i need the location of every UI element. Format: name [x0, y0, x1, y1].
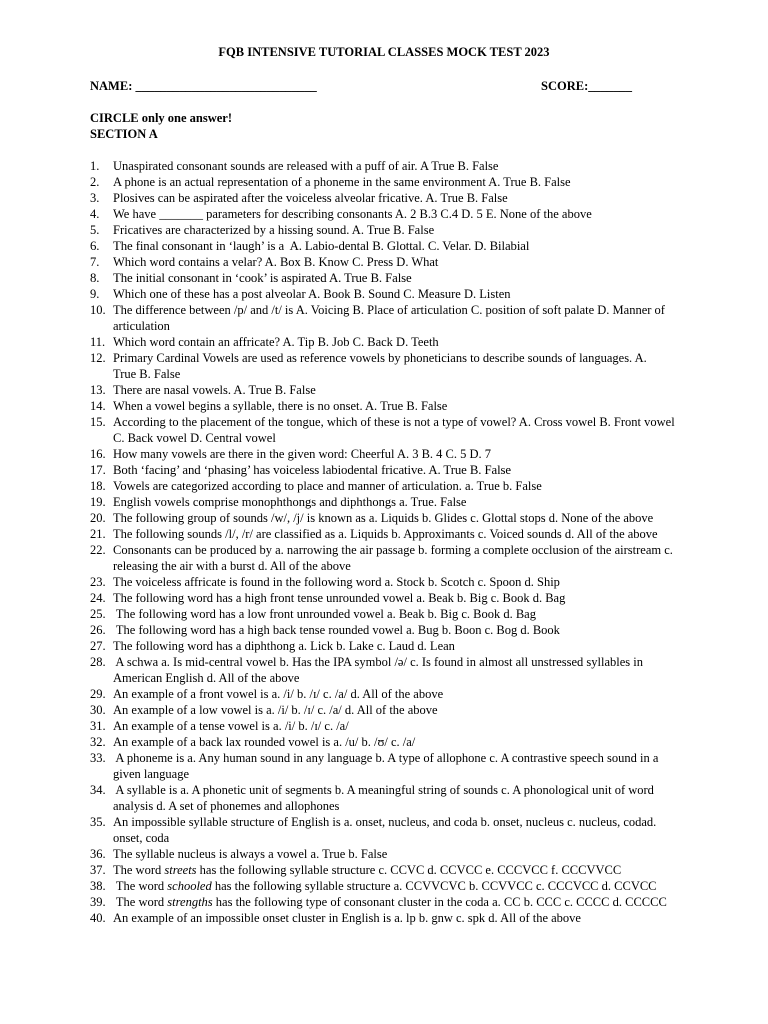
question-item	[90, 302, 700, 334]
question-number: 33.	[90, 751, 106, 765]
question-text	[113, 846, 700, 862]
question-line: Primary Cardinal Vowels are used as reference vowels by phoneticians to describe sounds of languages. A.	[113, 351, 647, 365]
question-line: The following word has a high back tense rounded vowel a. Bug b. Boon c. Bog d. Book	[113, 623, 560, 637]
question-text	[113, 494, 700, 510]
question-line: An example of a low vowel is a. /i/ b. /ɪ/ c. /a/ d. All of the above	[113, 703, 438, 717]
question-line: given language	[113, 767, 190, 781]
question-item	[90, 590, 700, 606]
question-item	[90, 622, 700, 638]
question-text	[113, 478, 700, 494]
question-number: 30.	[90, 703, 106, 717]
question-text	[113, 702, 700, 718]
question-text	[113, 254, 700, 270]
question-text	[113, 750, 700, 782]
question-number: 5.	[90, 223, 100, 237]
question-item	[90, 750, 700, 782]
question-number: 9.	[90, 287, 100, 301]
question-line: articulation	[113, 319, 170, 333]
question-number: 21.	[90, 527, 106, 541]
question-item	[90, 846, 700, 862]
question-line: A syllable is a. A phonetic unit of segments b. A meaningful string of sounds c. A phonological unit of word	[113, 783, 654, 797]
question-item	[90, 894, 700, 910]
question-number: 31.	[90, 719, 106, 733]
question-line: Consonants can be produced by a. narrowing the air passage b. forming a complete occlusion of the airstream c.	[113, 543, 673, 557]
question-text	[113, 606, 700, 622]
question-line: Unaspirated consonant sounds are released with a puff of air. A True B. False	[113, 159, 499, 173]
question-line: The difference between /p/ and /t/ is A. Voicing B. Place of articulation C. position of soft palate D. Manner of	[113, 303, 665, 317]
question-line: Which one of these has a post alveolar A. Book B. Sound C. Measure D. Listen	[113, 287, 511, 301]
question-item	[90, 158, 700, 174]
question-item	[90, 910, 700, 926]
question-number: 3.	[90, 191, 100, 205]
question-number: 28.	[90, 655, 106, 669]
question-line: The following word has a high front tense unrounded vowel a. Beak b. Big c. Book d. Bag	[113, 591, 566, 605]
question-number: 29.	[90, 687, 106, 701]
question-line: The initial consonant in ‘cook’ is aspirated A. True B. False	[113, 271, 412, 285]
question-number: 19.	[90, 495, 106, 509]
question-number: 25.	[90, 607, 106, 621]
question-number: 6.	[90, 239, 100, 253]
question-number: 1.	[90, 159, 100, 173]
question-number: 13.	[90, 383, 106, 397]
question-item	[90, 462, 700, 478]
question-item	[90, 286, 700, 302]
name-field-label: NAME: _____________________________	[90, 79, 317, 93]
question-item	[90, 782, 700, 814]
question-text	[113, 398, 700, 414]
question-item	[90, 734, 700, 750]
question-item	[90, 190, 700, 206]
text-segment: has the following syllable structure c. CCVC d. CCVCC e. CCCVCC f. CCCVVCC	[196, 863, 622, 877]
question-line: An example of a tense vowel is a. /i/ b. /ɪ/ c. /a/	[113, 719, 349, 733]
question-line: Vowels are categorized according to place and manner of articulation. a. True b. False	[113, 479, 542, 493]
question-number: 32.	[90, 735, 106, 749]
question-text	[113, 814, 700, 846]
question-text	[113, 510, 700, 526]
question-number: 24.	[90, 591, 106, 605]
question-text	[113, 286, 700, 302]
question-text	[113, 238, 700, 254]
question-item	[90, 174, 700, 190]
text-segment: The word	[113, 863, 165, 877]
italic-word: strengths	[167, 895, 213, 909]
question-item	[90, 510, 700, 526]
question-text	[113, 718, 700, 734]
question-text	[113, 862, 700, 878]
question-item	[90, 334, 700, 350]
question-item	[90, 574, 700, 590]
question-text	[113, 526, 700, 542]
question-item	[90, 814, 700, 846]
question-text	[113, 734, 700, 750]
question-item	[90, 686, 700, 702]
question-number: 36.	[90, 847, 106, 861]
question-line: When a vowel begins a syllable, there is no onset. A. True B. False	[113, 399, 448, 413]
question-item	[90, 254, 700, 270]
question-line: An example of an impossible onset cluster in English is a. lp b. gnw c. spk d. All of the above	[113, 911, 581, 925]
question-number: 2.	[90, 175, 100, 189]
question-line: The syllable nucleus is always a vowel a. True b. False	[113, 847, 388, 861]
question-text	[113, 350, 700, 382]
question-item	[90, 718, 700, 734]
question-item	[90, 878, 700, 894]
question-item	[90, 382, 700, 398]
text-segment: has the following type of consonant cluster in the coda a. CC b. CCC c. CCCC d. CCCCC	[212, 895, 667, 909]
question-number: 17.	[90, 463, 106, 477]
question-line: We have _______ parameters for describing consonants A. 2 B.3 C.4 D. 5 E. None of the above	[113, 207, 592, 221]
question-line: A phoneme is a. Any human sound in any language b. A type of allophone c. A contrastive speech sound in a	[113, 751, 659, 765]
question-number: 40.	[90, 911, 106, 925]
question-line: An example of a back lax rounded vowel is a. /u/ b. /ʊ/ c. /a/	[113, 735, 416, 749]
question-text	[113, 222, 700, 238]
question-text	[113, 414, 700, 446]
question-line: English vowels comprise monophthongs and diphthongs a. True. False	[113, 495, 467, 509]
question-line: releasing the air with a burst d. All of the above	[113, 559, 351, 573]
question-item	[90, 542, 700, 574]
text-segment: The word	[113, 879, 168, 893]
question-number: 16.	[90, 447, 106, 461]
question-line: There are nasal vowels. A. True B. False	[113, 383, 316, 397]
question-item	[90, 654, 700, 686]
question-text	[113, 270, 700, 286]
question-text	[113, 782, 700, 814]
text-segment: The word	[113, 895, 168, 909]
question-text	[113, 190, 700, 206]
question-item	[90, 702, 700, 718]
question-line: Plosives can be aspirated after the voiceless alveolar fricative. A. True B. False	[113, 191, 508, 205]
question-number: 23.	[90, 575, 106, 589]
question-line	[113, 894, 700, 910]
question-text	[113, 654, 700, 686]
question-number: 35.	[90, 815, 106, 829]
question-line: The final consonant in ‘laugh’ is a A. Labio-dental B. Glottal. C. Velar. D. Bilabial	[113, 239, 530, 253]
question-number: 11.	[90, 335, 106, 349]
question-number: 20.	[90, 511, 106, 525]
question-text	[113, 158, 700, 174]
question-text	[113, 574, 700, 590]
italic-word: streets	[164, 863, 197, 877]
question-item	[90, 606, 700, 622]
question-line: According to the placement of the tongue, which of these is not a type of vowel? A. Cross vowel B. Front vowel	[113, 415, 675, 429]
question-text	[113, 334, 700, 350]
test-title: FQB INTENSIVE TUTORIAL CLASSES MOCK TEST 2023	[218, 45, 550, 59]
question-item	[90, 206, 700, 222]
question-number: 8.	[90, 271, 100, 285]
question-line: A phone is an actual representation of a phoneme in the same environment A. True B. False	[113, 175, 571, 189]
question-item	[90, 638, 700, 654]
question-text	[113, 910, 700, 926]
question-line: An impossible syllable structure of English is a. onset, nucleus, and coda b. onset, nucleus c. nucleus, codad.	[113, 815, 657, 829]
question-item	[90, 270, 700, 286]
question-item	[90, 478, 700, 494]
question-number: 37.	[90, 863, 106, 877]
question-item	[90, 350, 700, 382]
score-field-label: SCORE:_______	[541, 79, 632, 93]
question-text	[113, 542, 700, 574]
question-line: The following sounds /l/, /r/ are classified as a. Liquids b. Approximants c. Voiced sounds d. All of the above	[113, 527, 658, 541]
question-line: American English d. All of the above	[113, 671, 300, 685]
question-text	[113, 206, 700, 222]
question-line: Both ‘facing’ and ‘phasing’ has voiceless labiodental fricative. A. True B. False	[113, 463, 511, 477]
question-item	[90, 494, 700, 510]
question-item	[90, 526, 700, 542]
question-text	[113, 174, 700, 190]
question-number: 34.	[90, 783, 106, 797]
question-line: How many vowels are there in the given word: Cheerful A. 3 B. 4 C. 5 D. 7	[113, 447, 492, 461]
question-line: True B. False	[113, 367, 181, 381]
question-item	[90, 222, 700, 238]
question-number: 15.	[90, 415, 106, 429]
question-number: 7.	[90, 255, 100, 269]
question-line	[113, 878, 700, 894]
instruction-text: CIRCLE only one answer!	[90, 111, 233, 125]
question-number: 39.	[90, 895, 106, 909]
question-line: The following group of sounds /w/, /j/ is known as a. Liquids b. Glides c. Glottal stops d. None of the above	[113, 511, 654, 525]
question-item	[90, 862, 700, 878]
question-text	[113, 382, 700, 398]
question-number: 10.	[90, 303, 106, 317]
question-item	[90, 238, 700, 254]
question-number: 4.	[90, 207, 100, 221]
italic-word: schooled	[167, 879, 212, 893]
question-line: C. Back vowel D. Central vowel	[113, 431, 276, 445]
question-item	[90, 414, 700, 446]
question-text	[113, 446, 700, 462]
question-text	[113, 462, 700, 478]
question-text	[113, 686, 700, 702]
question-number: 12.	[90, 351, 106, 365]
question-text	[113, 894, 700, 910]
question-line: Which word contain an affricate? A. Tip B. Job C. Back D. Teeth	[113, 335, 439, 349]
question-item	[90, 446, 700, 462]
question-text	[113, 878, 700, 894]
question-number: 22.	[90, 543, 106, 557]
question-line: Fricatives are characterized by a hissing sound. A. True B. False	[113, 223, 435, 237]
question-line: Which word contains a velar? A. Box B. Know C. Press D. What	[113, 255, 439, 269]
question-text	[113, 622, 700, 638]
question-line: The voiceless affricate is found in the following word a. Stock b. Scotch c. Spoon d. Ship	[113, 575, 560, 589]
question-item	[90, 398, 700, 414]
question-line: analysis d. A set of phonemes and allophones	[113, 799, 340, 813]
question-number: 14.	[90, 399, 106, 413]
question-text	[113, 638, 700, 654]
question-list	[90, 158, 700, 926]
question-line	[113, 862, 700, 878]
question-line: onset, coda	[113, 831, 170, 845]
question-number: 38.	[90, 879, 106, 893]
question-line: A schwa a. Is mid-central vowel b. Has the IPA symbol /ə/ c. Is found in almost all unstressed syllables in	[113, 655, 644, 669]
question-text	[113, 302, 700, 334]
question-text	[113, 590, 700, 606]
question-number: 18.	[90, 479, 106, 493]
question-line: The following word has a low front unrounded vowel a. Beak b. Big c. Book d. Bag	[113, 607, 536, 621]
question-number: 27.	[90, 639, 106, 653]
question-line: The following word has a diphthong a. Lick b. Lake c. Laud d. Lean	[113, 639, 455, 653]
text-segment: has the following syllable structure a. CCVVCVC b. CCVVCC c. CCCVCC d. CCVCC	[211, 879, 657, 893]
section-heading: SECTION A	[90, 127, 158, 141]
question-line: An example of a front vowel is a. /i/ b. /ɪ/ c. /a/ d. All of the above	[113, 687, 444, 701]
question-number: 26.	[90, 623, 106, 637]
